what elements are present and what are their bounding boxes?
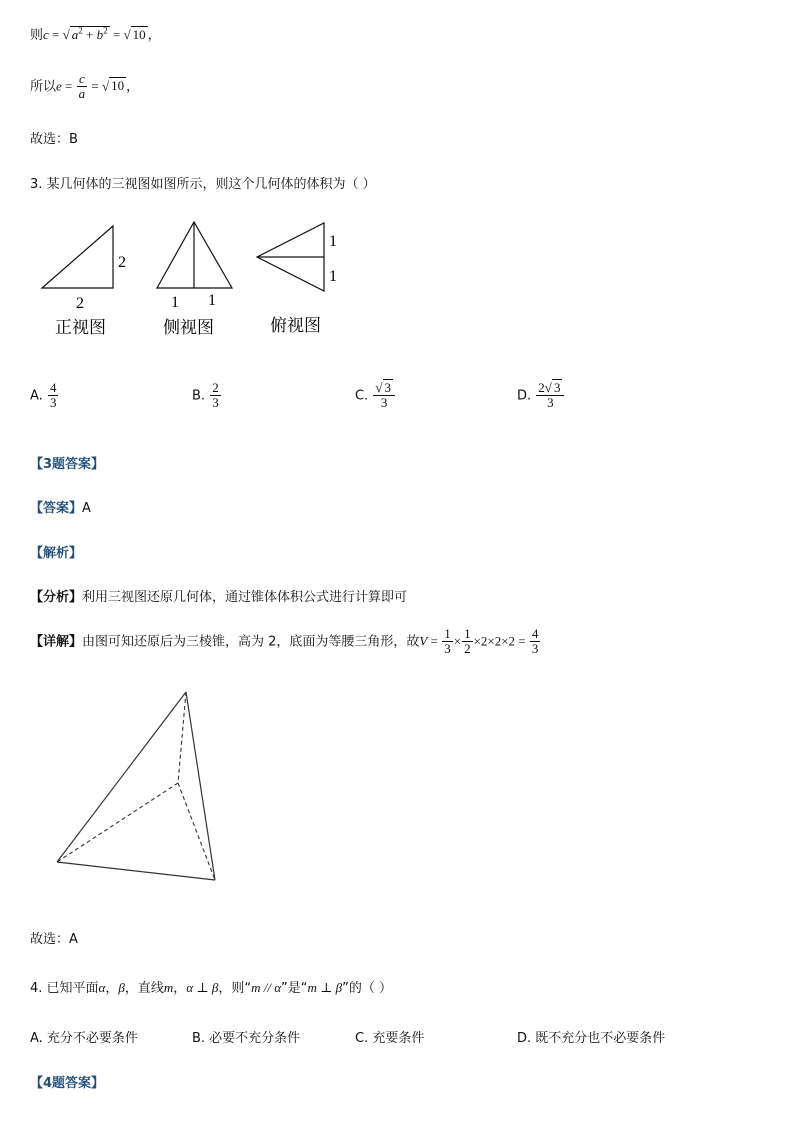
denominator: 3	[444, 641, 451, 657]
detail-label: 【详解】	[30, 634, 83, 650]
q3-answer-tag: 【3题答案】	[30, 457, 105, 472]
radicand: 10	[132, 27, 146, 42]
stem-text: ，则“	[218, 981, 252, 996]
question-3-stem: 3. 某几何体的三视图如图所示，则这个几何体的体积为（ ）	[30, 177, 376, 192]
denominator: 3	[49, 395, 57, 411]
sqrt-10: √ 10	[101, 78, 125, 94]
coefficient: 2	[538, 380, 545, 395]
denominator: 3	[212, 395, 219, 411]
top-lower-label: 1	[329, 268, 337, 285]
fenxi-label: 【分析】	[30, 590, 83, 605]
sqrt-a2-b2: √ $a^2 + b^2$	[62, 25, 108, 42]
comma: ，	[173, 981, 187, 996]
var-c: c	[43, 27, 49, 42]
var-alpha: α	[98, 980, 106, 995]
pyramid-edge	[186, 692, 215, 880]
pyramid-figure	[40, 682, 240, 892]
question-4-stem	[30, 977, 392, 996]
stem-text: ”的（ ）	[342, 981, 392, 996]
side-left-label: 1	[171, 294, 179, 311]
q4-option-c[interactable]: C. 充要条件	[355, 1031, 425, 1046]
e-formula-line	[30, 72, 139, 102]
option-label: A.	[30, 388, 43, 404]
equals: =	[61, 78, 76, 94]
option-label: C.	[355, 388, 369, 404]
pyramid-hidden-edge	[178, 692, 186, 783]
fraction-one-half	[462, 627, 473, 657]
fraction-one-third	[442, 627, 453, 657]
denominator: 3	[380, 395, 388, 411]
front-view-triangle	[42, 226, 113, 288]
pyramid-hidden-edge	[178, 783, 215, 880]
var-e: e	[56, 78, 62, 94]
c-formula-line	[30, 24, 161, 43]
detail-text: 由图可知还原后为三棱锥，高为 2，底面为等腰三角形，故	[82, 634, 420, 650]
numerator: 1	[464, 626, 471, 641]
denominator: 3	[547, 395, 554, 411]
numerator: 4	[531, 626, 539, 641]
var-b: b	[96, 27, 104, 42]
fenxi-text: 利用三视图还原几何体，通过锥体体积公式进行计算即可	[82, 590, 408, 605]
comma: ，	[126, 79, 140, 95]
q4-option-b[interactable]: B. 必要不充分条件	[192, 1031, 301, 1046]
answer-value: A	[82, 501, 91, 516]
sup: 2	[78, 25, 83, 36]
radicand: 3	[553, 380, 561, 395]
var-m: m	[163, 980, 174, 995]
numerator: √ 3	[373, 381, 395, 396]
numerator: 4	[49, 380, 57, 395]
var-v: V	[419, 633, 428, 649]
q4-answer-tag: 【4题答案】	[30, 1076, 105, 1091]
var-beta: β	[118, 980, 125, 995]
choice-a-line: 故选：A	[30, 932, 78, 947]
numerator: 1	[444, 626, 451, 641]
numerator: 2	[212, 380, 219, 395]
side-right-label: 1	[208, 292, 216, 309]
top-view-caption: 俯视图	[270, 316, 321, 335]
text-prefix: 所以	[30, 79, 57, 95]
text-prefix: 则	[30, 28, 44, 43]
fraction	[373, 381, 395, 411]
fraction-four-thirds	[530, 627, 541, 657]
fraction	[210, 381, 221, 411]
q3-answer-line	[30, 497, 91, 516]
plus: +	[82, 27, 97, 42]
radicand: 3	[384, 380, 391, 395]
equals: =	[427, 633, 442, 649]
equals: =	[88, 78, 102, 94]
m-perp-beta: m ⊥ β	[307, 980, 343, 995]
front-view-caption: 正视图	[55, 318, 106, 337]
choice-b-line: 故选：B	[30, 132, 78, 147]
pyramid-hidden-edge	[57, 783, 178, 862]
pyramid-edge	[57, 862, 215, 880]
answer-label: 【答案】	[30, 501, 83, 516]
sqrt-10: √ 10	[123, 27, 146, 42]
fraction	[536, 381, 564, 411]
q3-option-d[interactable]	[517, 381, 565, 411]
q3-option-a[interactable]	[30, 381, 59, 411]
q4-option-a[interactable]: A. 充分不必要条件	[30, 1031, 138, 1046]
q3-option-c[interactable]	[355, 381, 396, 411]
q3-option-b[interactable]	[192, 381, 222, 411]
stem-text: 4. 已知平面	[30, 981, 99, 996]
q3-detail-line	[30, 627, 541, 657]
stem-text: ”是“	[281, 981, 308, 996]
option-label: D.	[517, 388, 532, 404]
radicand: 10	[111, 78, 125, 94]
stem-text: ，直线	[124, 981, 164, 996]
times: ×	[453, 633, 462, 649]
q4-option-d[interactable]: D. 既不充分也不必要条件	[517, 1031, 666, 1046]
equals: =	[109, 27, 124, 42]
denominator: 3	[531, 641, 539, 657]
alpha-perp-beta: α ⊥ β	[186, 980, 219, 995]
numerator: 2√ 3	[536, 381, 564, 396]
numerator: c	[79, 71, 85, 86]
side-view-caption: 侧视图	[163, 318, 214, 337]
fraction-c-over-a	[77, 72, 88, 102]
q3-fenxi-line	[30, 586, 407, 605]
comma: ，	[147, 28, 161, 43]
q3-jiexi-tag: 【解析】	[30, 546, 83, 561]
three-view-figure	[30, 215, 360, 345]
front-base-label: 2	[76, 295, 84, 312]
top-upper-label: 1	[329, 233, 337, 250]
m-parallel-alpha: m // α	[251, 980, 282, 995]
denominator: 2	[464, 641, 471, 657]
pyramid-edge	[57, 692, 186, 862]
option-label: B.	[192, 388, 206, 404]
var-a: a	[71, 27, 79, 42]
product: ×2×2×2 =	[473, 633, 529, 649]
fraction	[48, 381, 59, 411]
denominator: a	[78, 86, 86, 102]
front-height-label: 2	[118, 254, 126, 271]
comma: ，	[105, 981, 119, 996]
equals: =	[48, 27, 63, 42]
sup: 2	[103, 25, 108, 36]
